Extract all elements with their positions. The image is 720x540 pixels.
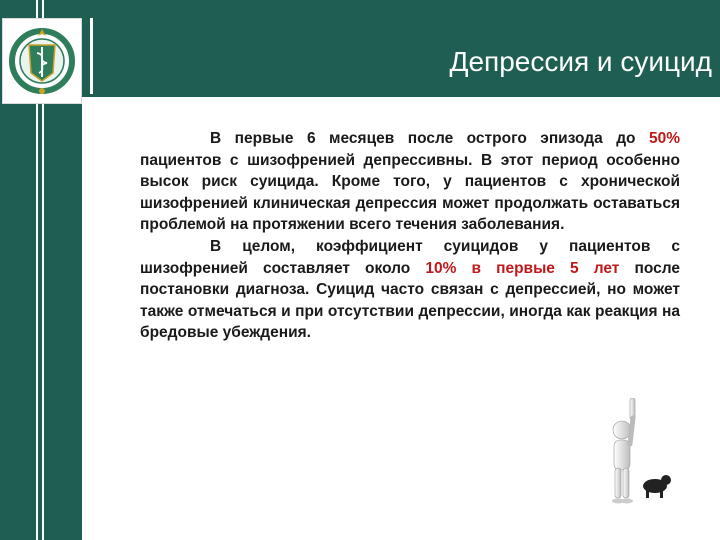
- paragraph-text: В первые 6 месяцев после острого эпизода до: [210, 130, 649, 147]
- medical-emblem-icon: [7, 23, 77, 99]
- paragraph-text: В целом, коэффициент суицидов у пациентов с шизофренией составляет около: [140, 237, 680, 277]
- highlighted-value: 10% в первые 5 лет: [425, 259, 620, 277]
- paragraph-text: после постановки диагноза. Суицид часто связан с депрессией, но может также отмечаться и при отсутствии депрессии, иногда как реакция на бредовые убеждения.: [140, 259, 680, 342]
- slide-title: Депрессия и суицид: [449, 46, 712, 77]
- title-panel: [90, 18, 720, 94]
- figure-pointing-up-with-dog-icon: [600, 398, 680, 518]
- paragraph: [140, 236, 680, 344]
- logo: [2, 18, 82, 104]
- paragraph: [140, 128, 680, 236]
- slide-body: [140, 128, 680, 344]
- paragraph-text: пациентов с шизофренией депрессивны. В этот период особенно высок риск суицида. Кроме того, у пациентов с хронической шизофренией клиническая депрессия может продолжать оставаться проблемой на протяжении всего течения заболевания.: [140, 151, 680, 234]
- highlighted-value: 50%: [648, 130, 680, 147]
